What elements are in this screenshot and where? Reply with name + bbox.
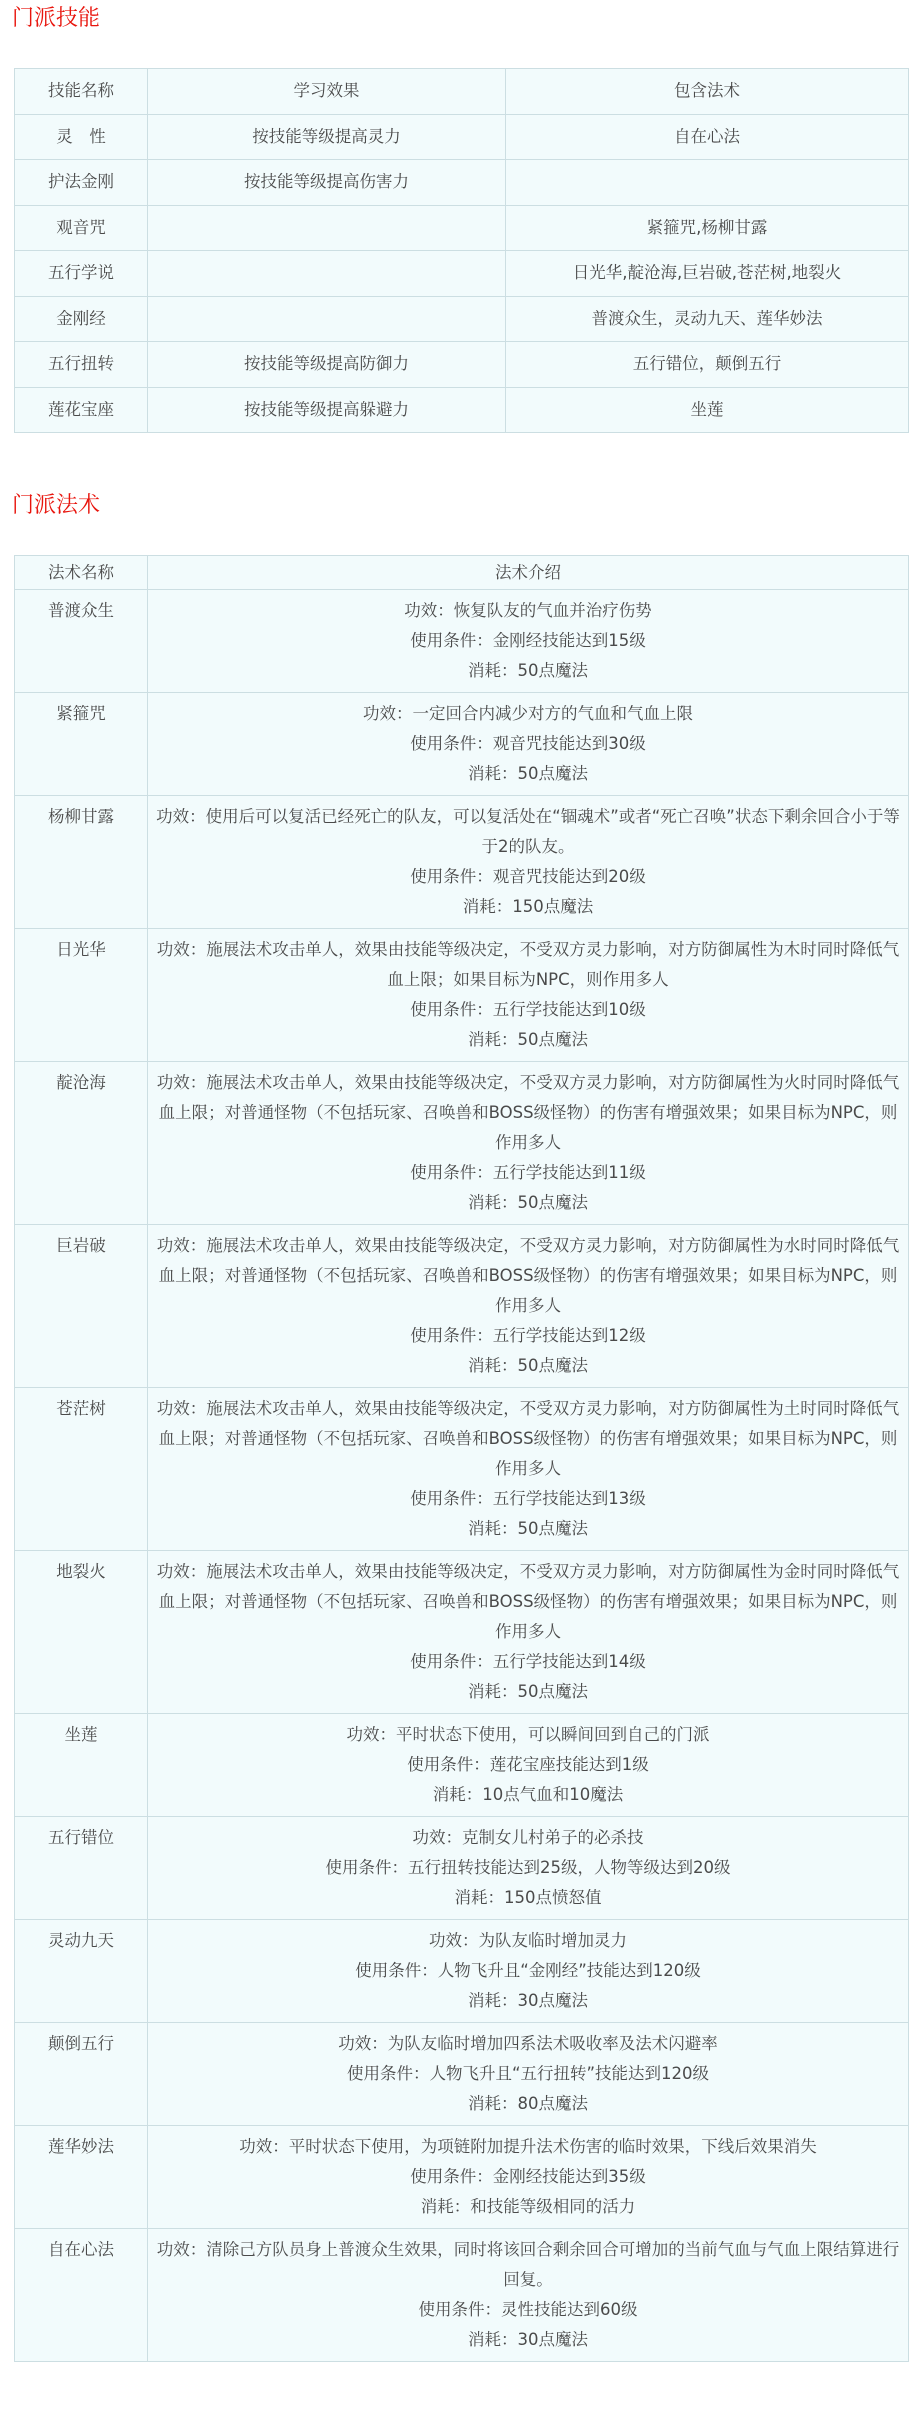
table-row bbox=[15, 1817, 909, 1920]
table-row bbox=[15, 2126, 909, 2229]
spell-description bbox=[148, 1225, 909, 1388]
spell-description bbox=[148, 693, 909, 796]
spell-description-line: 消耗：80点魔法 bbox=[468, 2094, 588, 2113]
spells-header-cell: 法术介绍 bbox=[148, 556, 909, 590]
skill-spells bbox=[506, 160, 909, 206]
spell-description-line: 使用条件：观音咒技能达到20级 bbox=[410, 867, 646, 886]
spell-description-line: 功效：恢复队友的气血并治疗伤势 bbox=[404, 601, 652, 620]
skill-effect: 按技能等级提高防御力 bbox=[148, 342, 506, 388]
spell-description bbox=[148, 1714, 909, 1817]
spell-name: 紧箍咒 bbox=[15, 693, 148, 796]
skills-header-row bbox=[15, 69, 909, 115]
spell-description-line: 消耗：30点魔法 bbox=[468, 1991, 588, 2010]
spell-name: 靛沧海 bbox=[15, 1062, 148, 1225]
spell-description-line: 功效：清除己方队员身上普渡众生效果，同时将该回合剩余回合可增加的当前气血与气血上限结算进行回复。 bbox=[156, 2240, 900, 2289]
spell-description-line: 功效：施展法术攻击单人，效果由技能等级决定，不受双方灵力影响，对方防御属性为土时同时降低气血上限；对普通怪物（不包括玩家、召唤兽和BOSS级怪物）的伤害有增强效果；如果目标为NPC，则作用多人 bbox=[156, 1399, 900, 1478]
spell-description-line: 使用条件：金刚经技能达到15级 bbox=[410, 631, 646, 650]
spell-description bbox=[148, 1817, 909, 1920]
spell-description-line: 功效：使用后可以复活已经死亡的队友，可以复活处在“锢魂术”或者“死亡召唤”状态下剩余回合小于等于2的队友。 bbox=[156, 807, 900, 856]
skill-spells: 紧箍咒,杨柳甘露 bbox=[506, 205, 909, 251]
table-row bbox=[15, 251, 909, 297]
skill-effect: 按技能等级提高伤害力 bbox=[148, 160, 506, 206]
spell-description-line: 使用条件：灵性技能达到60级 bbox=[418, 2300, 638, 2319]
spell-description-line: 使用条件：五行学技能达到13级 bbox=[410, 1489, 646, 1508]
spell-description-line: 功效：克制女儿村弟子的必杀技 bbox=[412, 1828, 644, 1847]
skill-name: 护法金刚 bbox=[15, 160, 148, 206]
spell-description-line: 功效：为队友临时增加四系法术吸收率及法术闪避率 bbox=[338, 2034, 718, 2053]
spell-name: 地裂火 bbox=[15, 1551, 148, 1714]
skill-name: 五行扭转 bbox=[15, 342, 148, 388]
skill-spells: 五行错位，颠倒五行 bbox=[506, 342, 909, 388]
table-row bbox=[15, 2023, 909, 2126]
skill-name: 莲花宝座 bbox=[15, 387, 148, 433]
spell-description bbox=[148, 2126, 909, 2229]
spell-name: 普渡众生 bbox=[15, 590, 148, 693]
spell-name: 自在心法 bbox=[15, 2229, 148, 2362]
spell-description-line: 消耗：50点魔法 bbox=[468, 1356, 588, 1375]
spell-description-line: 功效：施展法术攻击单人，效果由技能等级决定，不受双方灵力影响，对方防御属性为火时同时降低气血上限；对普通怪物（不包括玩家、召唤兽和BOSS级怪物）的伤害有增强效果；如果目标为NPC，则作用多人 bbox=[156, 1073, 900, 1152]
table-row bbox=[15, 1062, 909, 1225]
spell-name: 坐莲 bbox=[15, 1714, 148, 1817]
spell-description-line: 使用条件：人物飞升且“金刚经”技能达到120级 bbox=[355, 1961, 701, 1980]
spell-description-line: 消耗：150点愤怒值 bbox=[454, 1888, 602, 1907]
spell-description-line: 消耗：50点魔法 bbox=[468, 661, 588, 680]
spell-name: 苍茫树 bbox=[15, 1388, 148, 1551]
skill-effect: 按技能等级提高躲避力 bbox=[148, 387, 506, 433]
skills-section-title: 门派技能 bbox=[12, 6, 101, 31]
spell-description bbox=[148, 590, 909, 693]
table-row bbox=[15, 929, 909, 1062]
spell-description-line: 使用条件：五行学技能达到12级 bbox=[410, 1326, 646, 1345]
skill-name: 金刚经 bbox=[15, 296, 148, 342]
spell-name: 日光华 bbox=[15, 929, 148, 1062]
table-row bbox=[15, 1714, 909, 1817]
skills-header-cell: 包含法术 bbox=[506, 69, 909, 115]
skill-name: 五行学说 bbox=[15, 251, 148, 297]
spell-name: 五行错位 bbox=[15, 1817, 148, 1920]
skills-header-cell: 技能名称 bbox=[15, 69, 148, 115]
table-row bbox=[15, 1225, 909, 1388]
table-row bbox=[15, 160, 909, 206]
skill-spells: 普渡众生，灵动九天、莲华妙法 bbox=[506, 296, 909, 342]
skill-effect bbox=[148, 251, 506, 297]
spell-description-line: 功效：施展法术攻击单人，效果由技能等级决定，不受双方灵力影响，对方防御属性为木时同时降低气血上限；如果目标为NPC，则作用多人 bbox=[156, 940, 900, 989]
table-row bbox=[15, 1388, 909, 1551]
table-row bbox=[15, 796, 909, 929]
spells-table bbox=[14, 555, 909, 2362]
spell-description-line: 消耗：50点魔法 bbox=[468, 1519, 588, 1538]
spell-description bbox=[148, 929, 909, 1062]
skill-spells: 日光华,靛沧海,巨岩破,苍茫树,地裂火 bbox=[506, 251, 909, 297]
spell-description-line: 使用条件：五行扭转技能达到25级，人物等级达到20级 bbox=[325, 1858, 731, 1877]
spell-description-line: 消耗：150点魔法 bbox=[462, 897, 594, 916]
skill-spells: 自在心法 bbox=[506, 114, 909, 160]
spell-description-line: 使用条件：人物飞升且“五行扭转”技能达到120级 bbox=[346, 2064, 710, 2083]
table-row bbox=[15, 387, 909, 433]
spell-description bbox=[148, 1920, 909, 2023]
table-row bbox=[15, 205, 909, 251]
spell-description-line: 消耗：50点魔法 bbox=[468, 1682, 588, 1701]
spell-description-line: 消耗：和技能等级相同的活力 bbox=[420, 2197, 636, 2216]
spell-description-line: 使用条件：观音咒技能达到30级 bbox=[410, 734, 646, 753]
spell-name: 颠倒五行 bbox=[15, 2023, 148, 2126]
spell-description bbox=[148, 2229, 909, 2362]
skill-spells: 坐莲 bbox=[506, 387, 909, 433]
spell-name: 巨岩破 bbox=[15, 1225, 148, 1388]
spell-description-line: 消耗：30点魔法 bbox=[468, 2330, 588, 2349]
spell-description-line: 使用条件：五行学技能达到14级 bbox=[410, 1652, 646, 1671]
spells-header-cell: 法术名称 bbox=[15, 556, 148, 590]
skills-table bbox=[14, 68, 909, 433]
spell-description-line: 使用条件：金刚经技能达到35级 bbox=[410, 2167, 646, 2186]
spell-description bbox=[148, 1388, 909, 1551]
spell-name: 灵动九天 bbox=[15, 1920, 148, 2023]
spell-description-line: 消耗：50点魔法 bbox=[468, 764, 588, 783]
table-row bbox=[15, 2229, 909, 2362]
skill-effect bbox=[148, 205, 506, 251]
spells-section-title: 门派法术 bbox=[12, 493, 101, 518]
spell-description-line: 消耗：10点气血和10魔法 bbox=[432, 1785, 624, 1804]
table-row bbox=[15, 1551, 909, 1714]
spell-description-line: 功效：平时状态下使用，为项链附加提升法术伤害的临时效果，下线后效果消失 bbox=[239, 2137, 817, 2156]
spell-description bbox=[148, 796, 909, 929]
skills-header-cell: 学习效果 bbox=[148, 69, 506, 115]
skill-name: 灵 性 bbox=[15, 114, 148, 160]
spell-description-line: 使用条件：五行学技能达到11级 bbox=[410, 1163, 646, 1182]
table-row bbox=[15, 1920, 909, 2023]
spell-description-line: 消耗：50点魔法 bbox=[468, 1193, 588, 1212]
skill-name: 观音咒 bbox=[15, 205, 148, 251]
table-row bbox=[15, 114, 909, 160]
spell-description-line: 功效：平时状态下使用，可以瞬间回到自己的门派 bbox=[346, 1725, 710, 1744]
spell-description-line: 功效：施展法术攻击单人，效果由技能等级决定，不受双方灵力影响，对方防御属性为金时同时降低气血上限；对普通怪物（不包括玩家、召唤兽和BOSS级怪物）的伤害有增强效果；如果目标为NPC，则作用多人 bbox=[156, 1562, 900, 1641]
spell-description-line: 功效：为队友临时增加灵力 bbox=[429, 1931, 627, 1950]
skill-effect bbox=[148, 296, 506, 342]
spell-description bbox=[148, 2023, 909, 2126]
spell-description-line: 功效：一定回合内减少对方的气血和气血上限 bbox=[363, 704, 693, 723]
spell-description bbox=[148, 1551, 909, 1714]
spell-name: 杨柳甘露 bbox=[15, 796, 148, 929]
spell-description-line: 使用条件：五行学技能达到10级 bbox=[410, 1000, 646, 1019]
table-row bbox=[15, 296, 909, 342]
table-row bbox=[15, 342, 909, 388]
spell-description bbox=[148, 1062, 909, 1225]
spells-header-row bbox=[15, 556, 909, 590]
spell-description-line: 使用条件：莲花宝座技能达到1级 bbox=[407, 1755, 649, 1774]
spell-name: 莲华妙法 bbox=[15, 2126, 148, 2229]
skill-effect: 按技能等级提高灵力 bbox=[148, 114, 506, 160]
table-row bbox=[15, 693, 909, 796]
table-row bbox=[15, 590, 909, 693]
spell-description-line: 消耗：50点魔法 bbox=[468, 1030, 588, 1049]
spell-description-line: 功效：施展法术攻击单人，效果由技能等级决定，不受双方灵力影响，对方防御属性为水时同时降低气血上限；对普通怪物（不包括玩家、召唤兽和BOSS级怪物）的伤害有增强效果；如果目标为NPC，则作用多人 bbox=[156, 1236, 900, 1315]
